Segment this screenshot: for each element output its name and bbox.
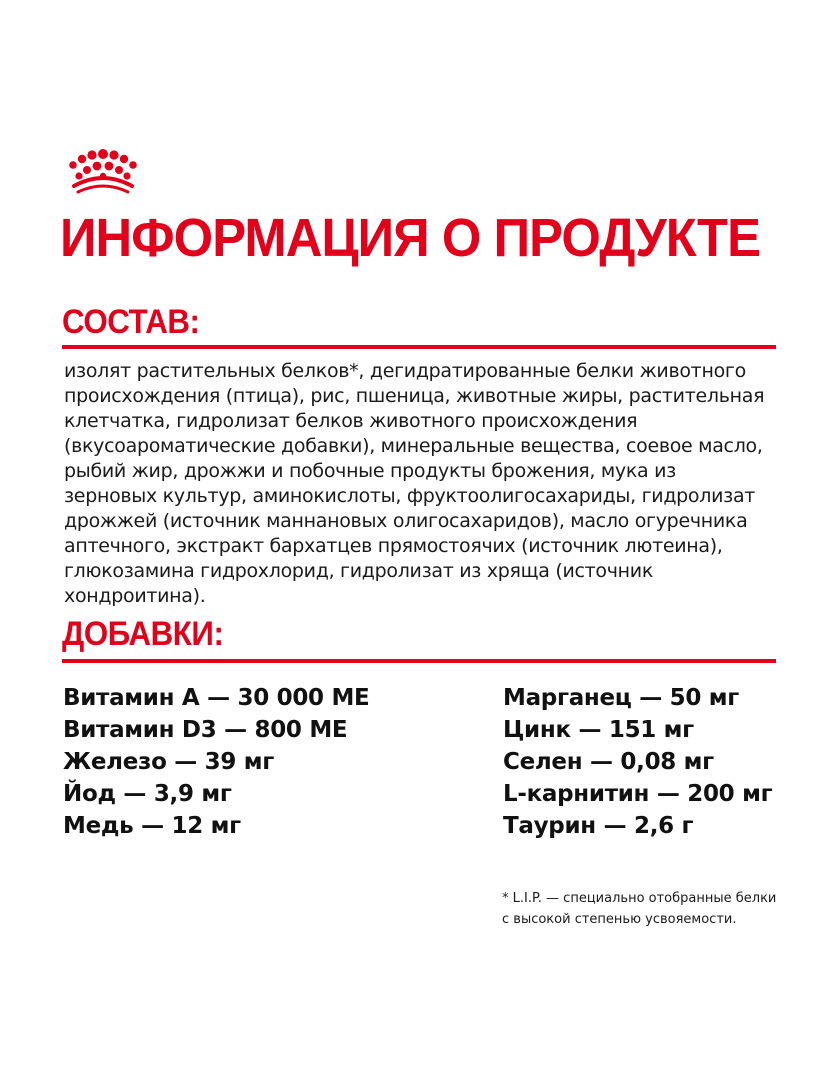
- additives-list-left: [63, 682, 369, 842]
- composition-heading: СОСТАВ:: [62, 303, 200, 341]
- additive-item: Марганец — 50 мг: [503, 685, 739, 711]
- additive-item: Цинк — 151 мг: [503, 717, 694, 743]
- additive-item: Медь — 12 мг: [63, 813, 241, 839]
- additives-divider: [62, 659, 776, 663]
- page-title: ИНФОРМАЦИЯ О ПРОДУКТЕ: [60, 208, 761, 268]
- additive-item: Йод — 3,9 мг: [63, 781, 232, 807]
- composition-text: изолят растительных белков*, дегидратированные белки животного происхождения (птица), рис, пшеница, животные жиры, растительная клетчатка, гидролизат белков животного происхождения (вкусоароматические добавки), минеральные вещества, соевое масло, рыбий жир, дрожжи и побочные продукты брожения, мука из зерновых культур, аминокислоты, фруктоолигосахариды, гидролизат дрожжей (источник маннановых олигосахаридов), масло огуречника аптечного, экстракт бархатцев прямостоячих (источник лютеина), глюкозамина гидрохлорид, гидролизат из хряща (источник хондроитина).: [64, 360, 765, 607]
- additives-heading: ДОБАВКИ:: [62, 615, 224, 653]
- additive-item: Селен — 0,08 мг: [503, 749, 714, 775]
- additive-item: L-карнитин — 200 мг: [503, 781, 773, 807]
- additive-item: Железо — 39 мг: [63, 749, 275, 775]
- additive-item: Витамин D3 — 800 МЕ: [63, 717, 348, 743]
- additive-item: Витамин А — 30 000 МЕ: [63, 685, 370, 711]
- composition-divider: [62, 345, 776, 349]
- footnote-line: * L.I.P. — специально отобранные белки: [502, 891, 777, 906]
- footnote-line: с высокой степенью усвояемости.: [502, 912, 737, 927]
- footnote: [502, 888, 776, 930]
- additives-list-right: [503, 682, 772, 842]
- crown-icon: [64, 148, 142, 194]
- additive-item: Таурин — 2,6 г: [503, 813, 694, 839]
